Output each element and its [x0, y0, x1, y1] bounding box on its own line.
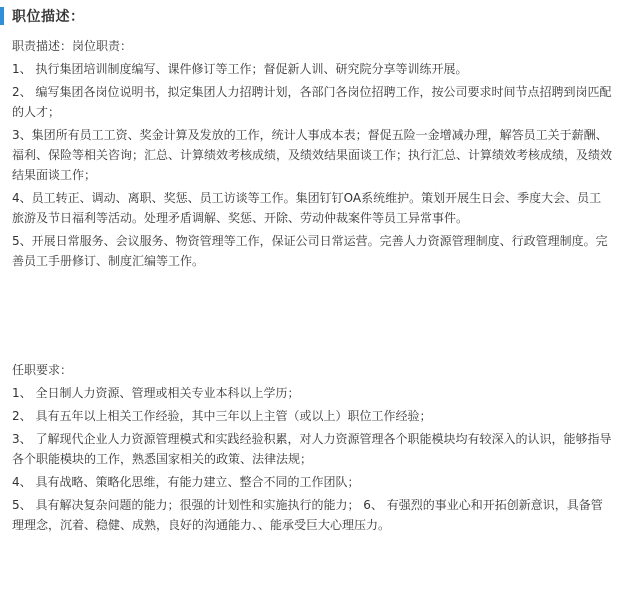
- requirement-item: 2、 具有五年以上相关工作经验，其中三年以上主管（或以上）职位工作经验；: [12, 409, 432, 423]
- requirement-item: 1、 全日制人力资源、管理或相关专业本科以上学历；: [12, 386, 300, 400]
- requirement-item: 3、 了解现代企业人力资源管理模式和实践经验积累，对人力资源管理各个职能模块均有较深入的认识，能够指导各个职能模块的工作，熟悉国家相关的政策、法律法规；: [12, 432, 612, 466]
- section-header: [0, 6, 85, 26]
- duty-item: 3、集团所有员工工资、奖金计算及发放的工作，统计人事成本表；督促五险一金增减办理，解答员工关于薪酬、福利、保险等相关咨询；汇总、计算绩效考核成绩，及绩效结果面谈工作；执行汇总、计算绩效考核成绩，及绩效结果面谈工作；: [12, 128, 613, 182]
- requirement-item: 5、 具有解决复杂问题的能力；很强的计划性和实施执行的能力； 6、 有强烈的事业心和开拓创新意识，具备管理理念，沉着、稳健、成熟，良好的沟通能力、、能承受巨大心理压力。: [12, 498, 603, 532]
- section-title: 职位描述：: [12, 9, 85, 25]
- section-spacer: [12, 274, 612, 360]
- job-description-body: [12, 36, 612, 538]
- requirement-item: 4、 具有战略、策略化思维，有能力建立、整合不同的工作团队；: [12, 475, 360, 489]
- duty-item: 2、 编写集团各岗位说明书，拟定集团人力招聘计划，各部门各岗位招聘工作，按公司要求时间节点招聘到岗匹配的人才；: [12, 85, 612, 119]
- duties-label: 职责描述：岗位职责：: [12, 39, 133, 53]
- requirements-label: 任职要求：: [12, 363, 73, 377]
- header-accent-bar: [0, 7, 4, 25]
- duty-item: 5、开展日常服务、会议服务、物资管理等工作，保证公司日常运营。完善人力资源管理制度、行政管理制度。完善员工手册修订、制度汇编等工作。: [12, 234, 608, 268]
- duty-item: 4、员工转正、调动、离职、奖惩、员工访谈等工作。集团钉钉OA系统维护。策划开展生日会、季度大会、员工旅游及节日福利等活动。处理矛盾调解、奖惩、开除、劳动仲裁案件等员工异常事件。: [12, 191, 602, 225]
- duty-item: 1、 执行集团培训制度编写、课件修订等工作；督促新人训、研究院分享等训练开展。: [12, 62, 468, 76]
